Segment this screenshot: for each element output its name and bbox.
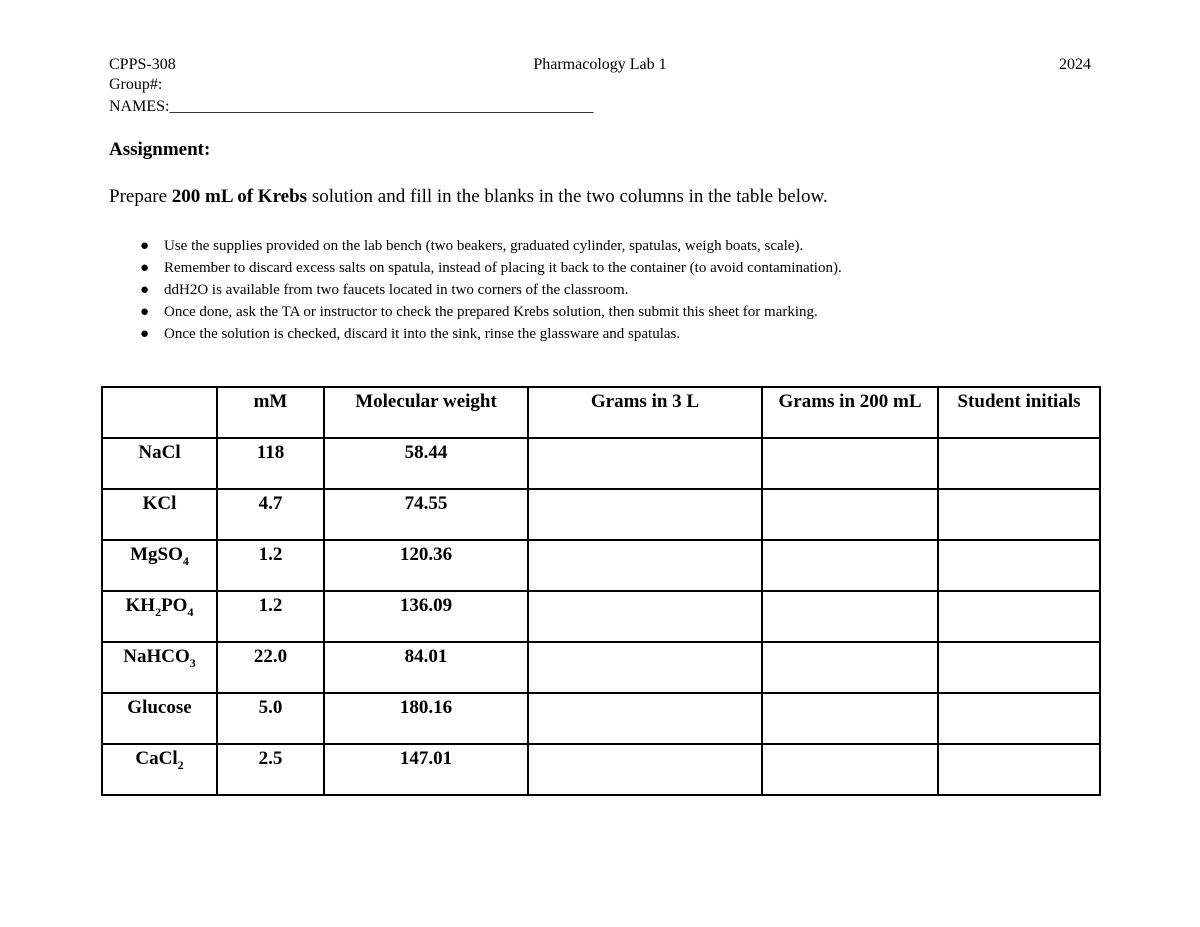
grams-200ml-cell[interactable] [762, 744, 938, 795]
formula-base: CaCl [135, 748, 178, 769]
mw-cell: 74.55 [324, 489, 528, 540]
formula-subscript: 3 [189, 655, 196, 670]
bullet-icon: ● [140, 282, 150, 298]
formula-base: NaHCO [123, 646, 190, 667]
grams-200ml-cell[interactable] [762, 642, 938, 693]
bullet-icon: ● [140, 326, 150, 342]
initials-cell[interactable] [938, 693, 1100, 744]
list-item-text: Once done, ask the TA or instructor to check the prepared Krebs solution, then submit this sheet for marking. [164, 304, 818, 320]
compound-cell [102, 642, 217, 693]
instruction-list [109, 235, 842, 345]
initials-cell[interactable] [938, 540, 1100, 591]
grams-3l-cell[interactable] [528, 438, 762, 489]
assignment-heading: Assignment: [109, 139, 211, 160]
column-header [102, 387, 217, 438]
column-header: Molecular weight [324, 387, 528, 438]
mw-cell: 180.16 [324, 693, 528, 744]
course-code: CPPS-308 [109, 56, 176, 73]
grams-3l-cell[interactable] [528, 489, 762, 540]
table-row [102, 591, 1100, 642]
grams-200ml-cell[interactable] [762, 489, 938, 540]
compound-cell [102, 744, 217, 795]
group-label: Group#: [109, 76, 163, 93]
table-row [102, 642, 1100, 693]
table-row [102, 693, 1100, 744]
grams-3l-cell[interactable] [528, 744, 762, 795]
list-item [109, 301, 842, 323]
formula-subscript: 2 [155, 604, 162, 619]
year: 2024 [1059, 56, 1091, 73]
mw-cell: 136.09 [324, 591, 528, 642]
bullet-icon: ● [140, 238, 150, 254]
bullet-icon: ● [140, 260, 150, 276]
names-line: NAMES:_____________________________________________________ [109, 98, 594, 115]
formula-subscript: 2 [177, 757, 184, 772]
grams-3l-cell[interactable] [528, 693, 762, 744]
column-header: Grams in 3 L [528, 387, 762, 438]
list-item-text: Once the solution is checked, discard it into the sink, rinse the glassware and spatulas. [164, 326, 681, 342]
list-item [109, 323, 842, 345]
mw-cell: 84.01 [324, 642, 528, 693]
formula-subscript: 4 [187, 604, 194, 619]
list-item-text: Use the supplies provided on the lab bench (two beakers, graduated cylinder, spatulas, weigh boats, scale). [164, 238, 804, 254]
initials-cell[interactable] [938, 489, 1100, 540]
formula-part: KH [125, 595, 156, 616]
mm-cell: 118 [217, 438, 324, 489]
initials-cell[interactable] [938, 642, 1100, 693]
column-header: Grams in 200 mL [762, 387, 938, 438]
grams-3l-cell[interactable] [528, 540, 762, 591]
mw-cell: 58.44 [324, 438, 528, 489]
initials-cell[interactable] [938, 744, 1100, 795]
table-row [102, 438, 1100, 489]
compound-cell [102, 540, 217, 591]
list-item [109, 279, 842, 301]
table-header-row [102, 387, 1100, 438]
bullet-icon: ● [140, 304, 150, 320]
intro-prefix: Prepare [109, 186, 172, 207]
formula-part: PO [161, 595, 188, 616]
mm-cell: 2.5 [217, 744, 324, 795]
grams-200ml-cell[interactable] [762, 540, 938, 591]
grams-200ml-cell[interactable] [762, 693, 938, 744]
intro-suffix: solution and fill in the blanks in the two columns in the table below. [307, 186, 828, 207]
grams-200ml-cell[interactable] [762, 438, 938, 489]
assignment-intro [109, 186, 828, 208]
table-row [102, 540, 1100, 591]
list-item-text: ddH2O is available from two faucets located in two corners of the classroom. [164, 282, 629, 298]
mm-cell: 1.2 [217, 591, 324, 642]
krebs-table [101, 386, 1101, 796]
intro-bold: 200 mL of Krebs [171, 186, 308, 207]
compound-cell [102, 591, 217, 642]
compound-cell: Glucose [102, 693, 217, 744]
mm-cell: 1.2 [217, 540, 324, 591]
table-row [102, 489, 1100, 540]
formula-subscript: 4 [182, 553, 189, 568]
list-item [109, 257, 842, 279]
table-row [102, 744, 1100, 795]
grams-3l-cell[interactable] [528, 591, 762, 642]
compound-cell: NaCl [102, 438, 217, 489]
mw-cell: 120.36 [324, 540, 528, 591]
list-item [109, 235, 842, 257]
initials-cell[interactable] [938, 438, 1100, 489]
column-header: Student initials [938, 387, 1100, 438]
initials-cell[interactable] [938, 591, 1100, 642]
document-title: Pharmacology Lab 1 [533, 56, 667, 73]
grams-200ml-cell[interactable] [762, 591, 938, 642]
list-item-text: Remember to discard excess salts on spatula, instead of placing it back to the container (to avoid contamination). [164, 260, 842, 276]
column-header: mM [217, 387, 324, 438]
formula-base: MgSO [130, 544, 183, 565]
compound-cell: KCl [102, 489, 217, 540]
grams-3l-cell[interactable] [528, 642, 762, 693]
mm-cell: 4.7 [217, 489, 324, 540]
mm-cell: 22.0 [217, 642, 324, 693]
mm-cell: 5.0 [217, 693, 324, 744]
mw-cell: 147.01 [324, 744, 528, 795]
